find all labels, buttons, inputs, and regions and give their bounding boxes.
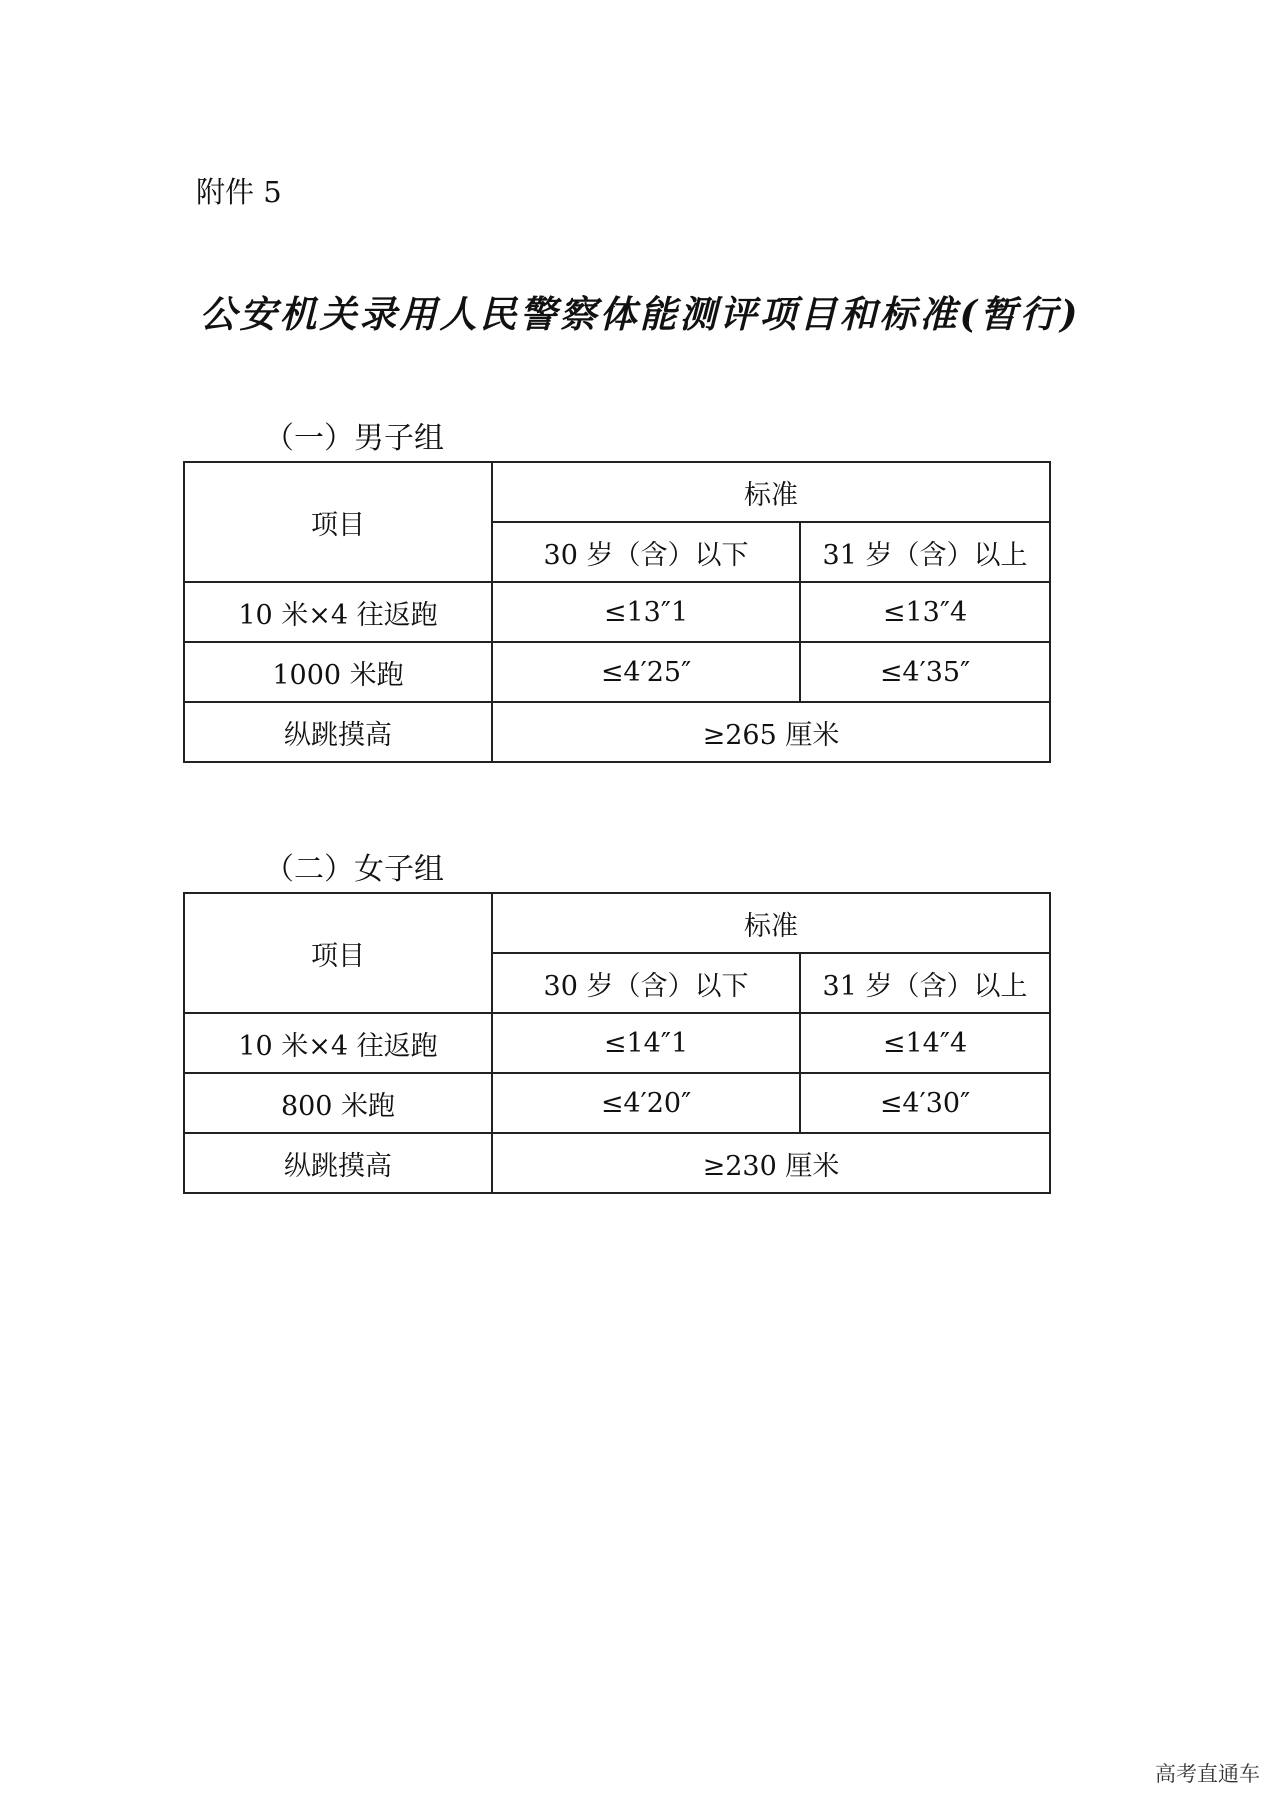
header-standard-cell: 标准 <box>492 462 1050 522</box>
standard-over-31-cell: ≤4′30″ <box>800 1073 1050 1133</box>
standard-merged-cell: ≥265 厘米 <box>492 702 1050 762</box>
item-cell: 纵跳摸高 <box>184 702 492 762</box>
item-cell: 10 米×4 往返跑 <box>184 582 492 642</box>
item-cell: 800 米跑 <box>184 1073 492 1133</box>
header-item-cell: 项目 <box>184 893 492 1013</box>
item-cell: 10 米×4 往返跑 <box>184 1013 492 1073</box>
women-group-heading: （二）女子组 <box>264 852 444 887</box>
table-row <box>184 642 1050 702</box>
standard-over-31-cell: ≤4′35″ <box>800 642 1050 702</box>
item-cell: 纵跳摸高 <box>184 1133 492 1193</box>
table-row <box>184 702 1050 762</box>
header-age-over-31: 31 岁（含）以上 <box>800 953 1050 1013</box>
standard-under-30-cell: ≤14″1 <box>492 1013 800 1073</box>
table-header-row <box>184 462 1050 522</box>
header-age-over-31: 31 岁（含）以上 <box>800 522 1050 582</box>
women-standards-table <box>183 892 1051 1194</box>
table-row <box>184 1013 1050 1073</box>
header-age-under-30: 30 岁（含）以下 <box>492 522 800 582</box>
standard-over-31-cell: ≤13″4 <box>800 582 1050 642</box>
table-header-row <box>184 893 1050 953</box>
standard-under-30-cell: ≤4′20″ <box>492 1073 800 1133</box>
watermark: 高考直通车 <box>1155 1762 1260 1786</box>
standard-under-30-cell: ≤13″1 <box>492 582 800 642</box>
men-standards-table <box>183 461 1051 763</box>
table-row <box>184 582 1050 642</box>
standard-over-31-cell: ≤14″4 <box>800 1013 1050 1073</box>
header-age-under-30: 30 岁（含）以下 <box>492 953 800 1013</box>
men-group-heading: （一）男子组 <box>264 421 444 456</box>
header-standard-cell: 标准 <box>492 893 1050 953</box>
attachment-label: 附件 5 <box>196 175 282 209</box>
document-title: 公安机关录用人民警察体能测评项目和标准(暂行) <box>199 292 1081 336</box>
standard-merged-cell: ≥230 厘米 <box>492 1133 1050 1193</box>
table-row <box>184 1073 1050 1133</box>
header-item-cell: 项目 <box>184 462 492 582</box>
item-cell: 1000 米跑 <box>184 642 492 702</box>
standard-under-30-cell: ≤4′25″ <box>492 642 800 702</box>
table-row <box>184 1133 1050 1193</box>
